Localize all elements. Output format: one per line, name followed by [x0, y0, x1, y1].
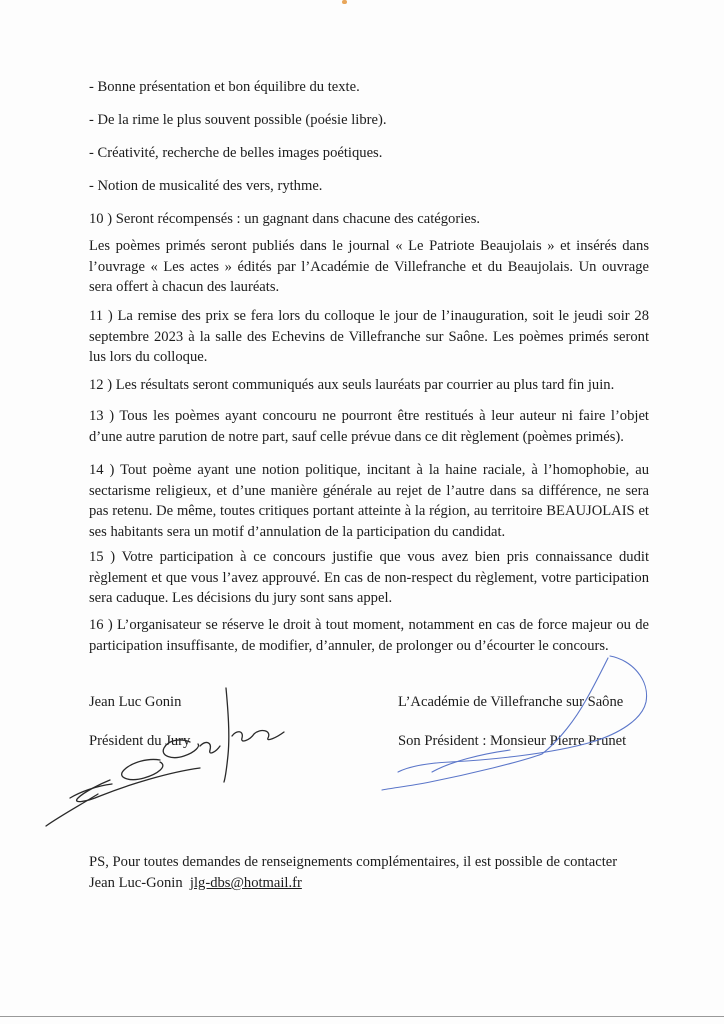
academy-name: L’Académie de Villefranche sur Saône: [398, 694, 624, 710]
bottom-divider: [0, 1016, 724, 1017]
criterion-presentation: - Bonne présentation et bon équilibre du texte.: [89, 79, 360, 95]
jury-president-signature: [40, 680, 300, 830]
article-11: 11 ) La remise des prix se fera lors du colloque le jour de l’inauguration, soit le jeudi soir 28 septembre 2023 à la salle des Echevins de Villefranche sur Saône. Les poèmes primés seront lus lors du colloque.: [89, 308, 649, 365]
jury-president-title: Président du Jury: [89, 733, 191, 749]
article-10: 10 ) Seront récompensés : un gagnant dans chacune des catégories.: [89, 211, 481, 227]
criterion-musicality: - Notion de musicalité des vers, rythme.: [89, 178, 323, 194]
article-12: 12 ) Les résultats seront communiqués aux seuls lauréats par courrier au plus tard fin juin.: [89, 377, 615, 393]
ps-note: PS, Pour toutes demandes de renseignements complémentaires, il est possible de contacter: [89, 854, 618, 870]
ps-contact-line: [89, 873, 649, 894]
contact-email-link[interactable]: jlg-dbs@hotmail.fr: [189, 875, 302, 891]
academy-president-signature: [370, 650, 670, 800]
article-15: 15 ) Votre participation à ce concours justifie que vous avez bien pris connaissance dudit règlement et que vous l’avez approuvé. En cas de non-respect du règlement, votre participation sera caduque. Les décisions du jury sont sans appel.: [89, 549, 649, 606]
criterion-creativity: - Créativité, recherche de belles images poétiques.: [89, 145, 383, 161]
contact-name: Jean Luc-Gonin: [89, 875, 183, 891]
article-16: 16 ) L’organisateur se réserve le droit à tout moment, notamment en cas de force majeur ou de participation insuffisante, de modifier, d’annuler, de prolonger ou d’écourter le concours.: [89, 617, 649, 654]
criterion-rhyme: - De la rime le plus souvent possible (poésie libre).: [89, 112, 387, 128]
article-14: 14 ) Tout poème ayant une notion politique, incitant à la haine raciale, à l’homophobie, au sectarisme religieux, et d’une manière générale au rejet de l’autre dans sa différence, ne sera pas retenu. De même, toutes critiques portant atteinte à la région, au territoire BEAUJOLAIS et ses habitants sera un motif d’annulation de la participation du candidat.: [89, 462, 649, 540]
academy-president-title: Son Président : Monsieur Pierre Prunet: [398, 733, 627, 749]
scan-mark: [342, 0, 347, 4]
jury-president-name: Jean Luc Gonin: [89, 694, 182, 710]
publication-paragraph: Les poèmes primés seront publiés dans le journal « Le Patriote Beaujolais » et insérés dans l’ouvrage « Les actes » édités par l’Académie de Villefranche et du Beaujolais. Un ouvrage sera offert à chacun des lauréats.: [89, 238, 649, 295]
article-13: 13 ) Tous les poèmes ayant concouru ne pourront être restitués à leur auteur ni faire l’objet d’une autre parution de notre part, sauf celle prévue dans ce dit règlement (poèmes primés).: [89, 408, 649, 445]
